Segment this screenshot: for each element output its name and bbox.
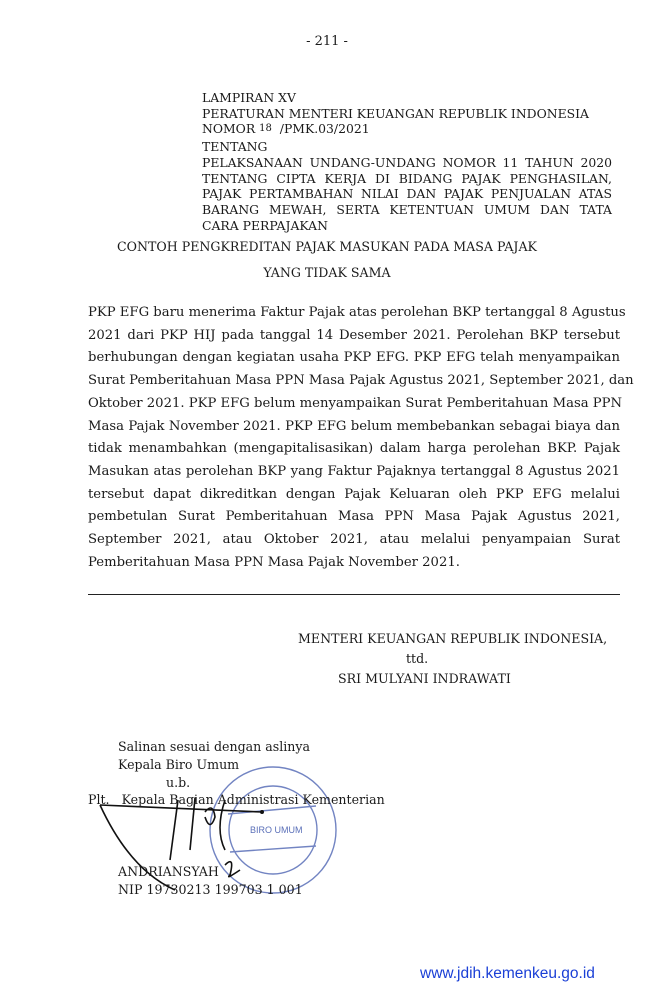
paragraph-line: berhubungan dengan kegiatan usaha PKP EFG. PKP EFG telah menyampaikan: [88, 350, 620, 366]
paragraph-line: 2021 dari PKP HIJ pada tanggal 14 Desember 2021. Perolehan BKP tersebut: [88, 327, 620, 343]
header-line: TENTANG: [202, 139, 268, 155]
header-subject-line: PELAKSANAAN UNDANG-UNDANG NOMOR 11 TAHUN 2020: [202, 154, 612, 170]
stamp-text: BIRO UMUM: [250, 825, 303, 835]
signatory-office: MENTERI KEUANGAN REPUBLIK INDONESIA,: [298, 631, 608, 646]
cert-line: u.b.: [166, 774, 191, 790]
paragraph-line: PKP EFG baru menerima Faktur Pajak atas perolehan BKP tertanggal 8 Agustus: [88, 305, 626, 320]
nomor-value: 18: [259, 123, 272, 135]
paragraph-line: tersebut dapat dikreditkan dengan Pajak Keluaran oleh PKP EFG melalui: [88, 486, 620, 502]
header-nomor: NOMOR $^{18}$ /PMK.03/2021: [202, 121, 370, 137]
header-subject-line: PAJAK PERTAMBAHAN NILAI DAN PAJAK PENJUALAN ATAS: [202, 186, 612, 202]
paragraph-line: Masa Pajak November 2021. PKP EFG belum membebankan sebagai biaya dan: [88, 418, 620, 434]
page-number: - 211 -: [306, 34, 348, 49]
paragraph-line: Pemberitahuan Masa PPN Masa Pajak November 2021.: [88, 554, 460, 570]
footer-link[interactable]: www.jdih.kemenkeu.go.id: [420, 965, 595, 982]
header-subject-line: CARA PERPAJAKAN: [202, 217, 328, 233]
paragraph-line: Oktober 2021. PKP EFG belum menyampaikan Surat Pemberitahuan Masa PPN: [88, 395, 623, 411]
copy-certification: Salinan sesuai dengan aslinya Kepala Biro Umum u.b. Plt. Kepala Bagian Administrasi Kementerian ANDRIANSYAH NIP 19730213 199703 1 001: [88, 738, 418, 899]
cert-line: Kepala Biro Umum: [118, 756, 240, 772]
cert-line: Salinan sesuai dengan aslinya: [118, 739, 311, 754]
paragraph-line: September 2021, atau Oktober 2021, atau melalui penyampaian Surat: [88, 532, 620, 548]
paragraph-line: tidak menambahkan (mengapitalisasikan) dalam harga perolehan BKP. Pajak: [88, 441, 620, 457]
paragraph-line: Surat Pemberitahuan Masa PPN Masa Pajak Agustus 2021, September 2021, dan: [88, 373, 634, 389]
paragraph-line: pembetulan Surat Pemberitahuan Masa PPN Masa Pajak Agustus 2021,: [88, 509, 620, 525]
title-line: YANG TIDAK SAMA: [263, 265, 391, 280]
paragraph-line: Masukan atas perolehan BKP yang Faktur Pajaknya tertanggal 8 Agustus 2021: [88, 463, 620, 479]
cert-name: ANDRIANSYAH: [118, 864, 219, 880]
header-line: LAMPIRAN XV: [202, 90, 296, 105]
signatory-name: SRI MULYANI INDRAWATI: [338, 671, 511, 686]
title-line: CONTOH PENGKREDITAN PAJAK MASUKAN PADA MASA PAJAK: [117, 239, 537, 254]
cert-nip: NIP 19730213 199703 1 001: [118, 881, 303, 897]
signed-mark: ttd.: [406, 651, 429, 666]
header-line: PERATURAN MENTERI KEUANGAN REPUBLIK INDONESIA: [202, 105, 589, 121]
header-subject-line: BARANG MEWAH, SERTA KETENTUAN UMUM DAN TATA: [202, 201, 612, 217]
header-subject-line: TENTANG CIPTA KERJA DI BIDANG PAJAK PENGHASILAN,: [202, 170, 612, 186]
